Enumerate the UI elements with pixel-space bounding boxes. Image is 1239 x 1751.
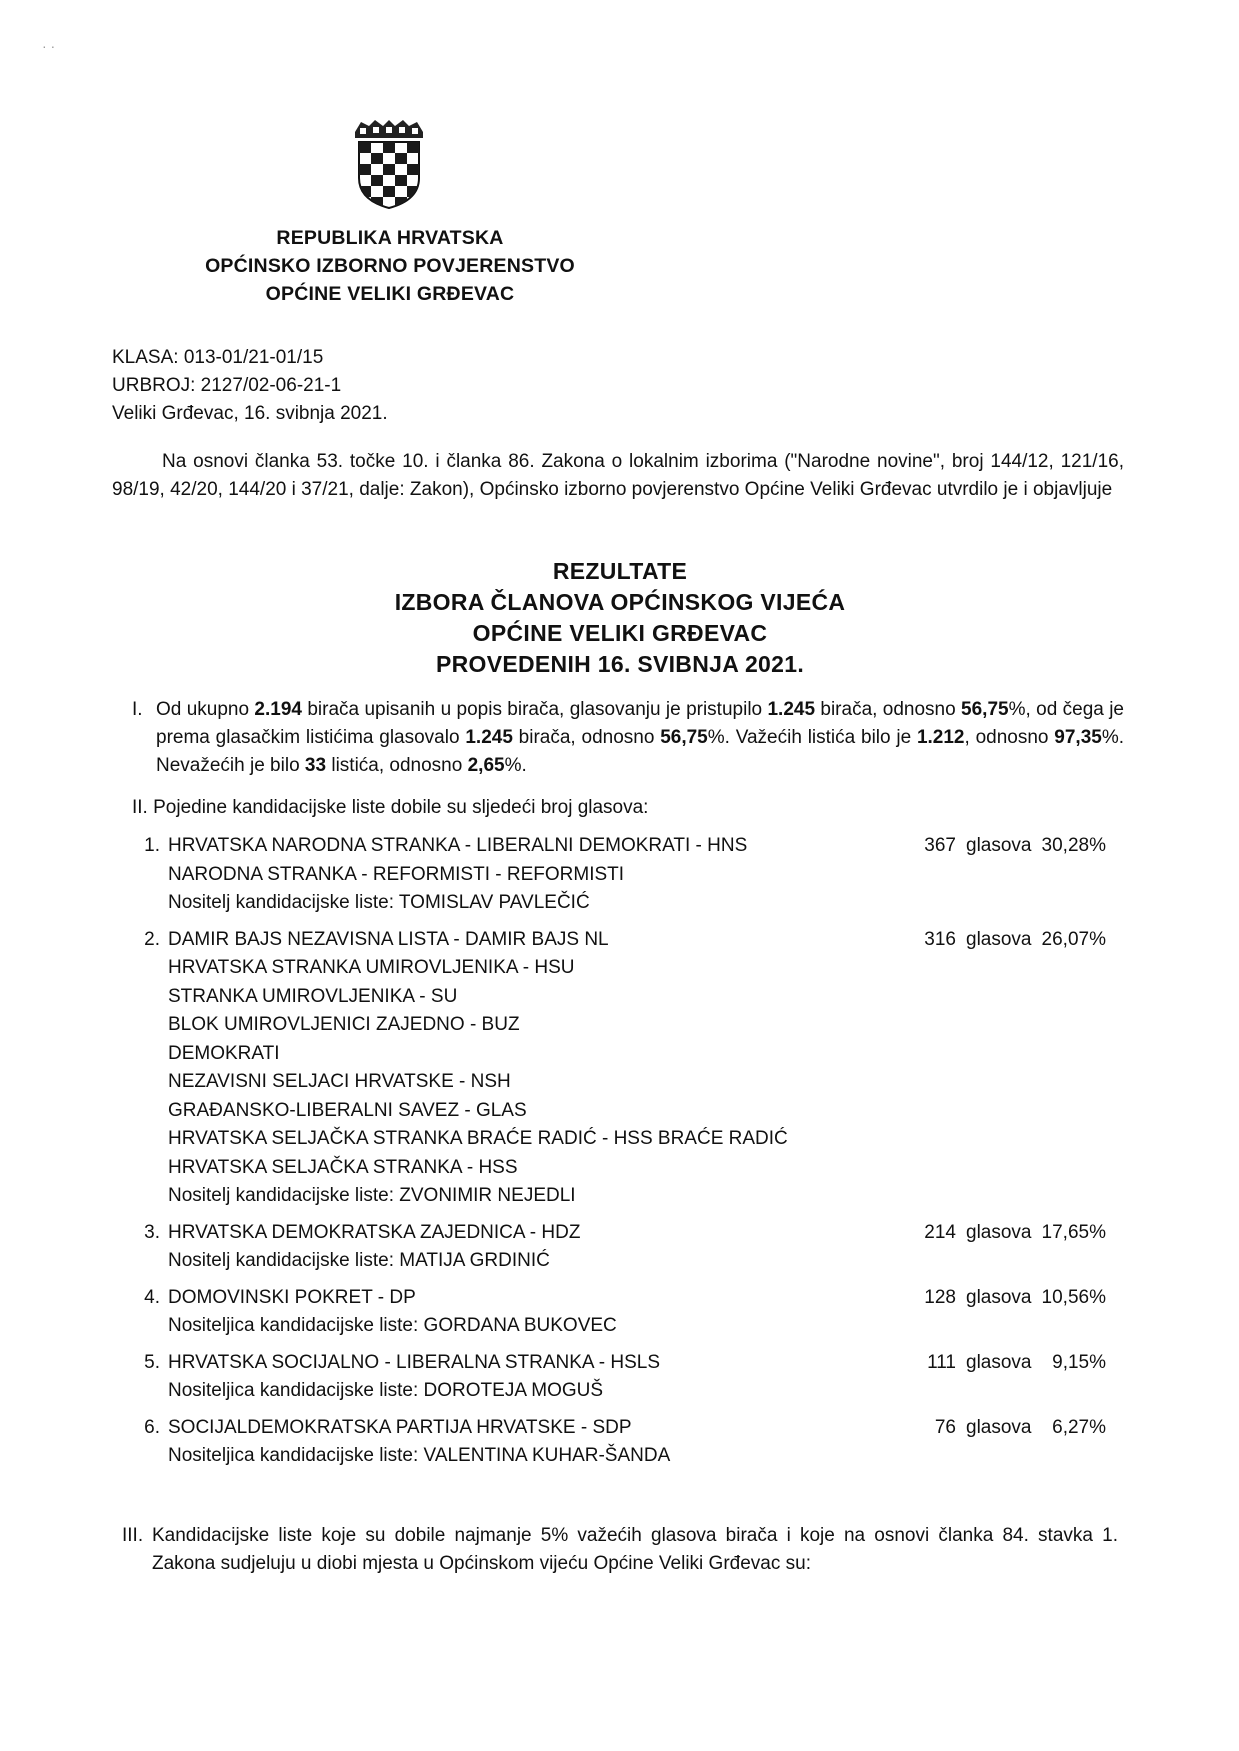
- section-seat-allocation: [122, 1522, 1118, 1578]
- candidate-list-entry: [138, 926, 1118, 1211]
- vote-percent: 9,15%: [1052, 1351, 1106, 1373]
- votes-label: glasova: [966, 1221, 1032, 1243]
- party-name: DEMOKRATI: [168, 1042, 280, 1064]
- candidate-list-entry: [138, 1219, 1118, 1276]
- party-name: NEZAVISNI SELJACI HRVATSKE - NSH: [168, 1071, 511, 1092]
- list-number: 3.: [144, 1221, 160, 1243]
- vote-percent: 26,07%: [1041, 928, 1106, 950]
- party-name: GRAĐANSKO-LIBERALNI SAVEZ - GLAS: [168, 1099, 527, 1121]
- vote-percent: 10,56%: [1041, 1286, 1106, 1308]
- list-holder: Nositeljica kandidacijske liste: DOROTEJA MOGUŠ: [168, 1380, 604, 1401]
- list-result: [912, 926, 1106, 955]
- party-name: DAMIR BAJS NEZAVISNA LISTA - DAMIR BAJS NL: [168, 928, 609, 950]
- list-result: [912, 832, 1106, 861]
- list-result: [912, 1414, 1106, 1443]
- list-parties: [168, 1219, 848, 1276]
- list-holder: Nositeljica kandidacijske liste: VALENTINA KUHAR-ŠANDA: [168, 1445, 671, 1466]
- votes-label: glasova: [966, 1351, 1032, 1373]
- candidate-list-entry: [138, 1284, 1118, 1341]
- list-result: [912, 1219, 1106, 1248]
- section-number: I.: [132, 699, 143, 720]
- vote-percent: 17,65%: [1041, 1221, 1106, 1243]
- issuer-body: OPĆINSKO IZBORNO POVJERENSTVO: [205, 255, 575, 277]
- party-name: HRVATSKA NARODNA STRANKA - LIBERALNI DEMOKRATI - HNS: [168, 835, 748, 856]
- section-turnout: [132, 696, 1124, 780]
- section-votes-heading: II. Pojedine kandidacijske liste dobile su sljedeći broj glasova:: [132, 797, 649, 818]
- party-name: HRVATSKA SELJAČKA STRANKA - HSS: [168, 1156, 518, 1178]
- seat-allocation-text: Kandidacijske liste koje su dobile najmanje 5% važećih glasova birača i koje na osnovi članka 84. stavka 1. Zakona sudjeluju u diobi mjesta u Općinskom vijeću Općine Veliki Grđevac su:: [152, 1525, 1118, 1574]
- list-holder: Nositelj kandidacijske liste: TOMISLAV PAVLEČIĆ: [168, 892, 590, 913]
- vote-count: 316: [924, 928, 956, 950]
- issuer-country: REPUBLIKA HRVATSKA: [276, 227, 504, 249]
- party-name: HRVATSKA STRANKA UMIROVLJENIKA - HSU: [168, 957, 575, 978]
- vote-percent: 6,27%: [1052, 1416, 1106, 1438]
- list-holder: Nositelj kandidacijske liste: ZVONIMIR NEJEDLI: [168, 1185, 576, 1206]
- party-name: SOCIJALDEMOKRATSKA PARTIJA HRVATSKE - SDP: [168, 1416, 632, 1438]
- vote-count: 111: [927, 1351, 956, 1373]
- coat-of-arms-icon: [351, 118, 427, 210]
- title-line-1: REZULTATE: [552, 558, 688, 584]
- vote-percent: 30,28%: [1041, 835, 1106, 856]
- title-line-3: OPĆINE VELIKI GRĐEVAC: [472, 620, 768, 646]
- party-name: STRANKA UMIROVLJENIKA - SU: [168, 985, 458, 1007]
- votes-label: glasova: [966, 1416, 1032, 1438]
- list-parties: [168, 832, 848, 918]
- votes-label: glasova: [966, 1286, 1032, 1308]
- intro-text: Na osnovi članka 53. točke 10. i članka 86. Zakona o lokalnim izborima ("Narodne novine", broj 144/12, 121/16, 98/19, 42/20, 144/20 i 37/21, dalje: Zakon), Općinsko izborno povjerenstvo Općine Veliki Grđevac utvrdilo je i objavljuje: [112, 451, 1124, 500]
- party-name: HRVATSKA SELJAČKA STRANKA BRAĆE RADIĆ - HSS BRAĆE RADIĆ: [168, 1128, 788, 1149]
- list-number: 4.: [144, 1286, 160, 1308]
- vote-count: 367: [924, 835, 956, 856]
- intro-paragraph: [112, 448, 1124, 504]
- vote-count: 76: [934, 1416, 956, 1438]
- candidate-list-entry: [138, 1349, 1118, 1406]
- klasa: KLASA: 013-01/21-01/15: [112, 347, 324, 368]
- party-name: DOMOVINSKI POKRET - DP: [168, 1286, 416, 1308]
- list-holder: Nositelj kandidacijske liste: MATIJA GRDINIĆ: [168, 1250, 550, 1271]
- party-name: NARODNA STRANKA - REFORMISTI - REFORMISTI: [168, 863, 625, 885]
- place-date: Veliki Grđevac, 16. svibnja 2021.: [112, 403, 388, 424]
- issuer-municipality: OPĆINE VELIKI GRĐEVAC: [265, 283, 515, 305]
- list-parties: [168, 1284, 848, 1341]
- list-number: 1.: [144, 835, 160, 856]
- urbroj: URBROJ: 2127/02-06-21-1: [112, 375, 342, 396]
- list-parties: [168, 1349, 848, 1406]
- votes-label: glasova: [966, 928, 1032, 950]
- document-title: [300, 556, 940, 680]
- list-parties: [168, 926, 848, 1211]
- party-name: BLOK UMIROVLJENICI ZAJEDNO - BUZ: [168, 1014, 520, 1035]
- candidate-lists: [138, 832, 1118, 1479]
- issuer-header: [180, 224, 600, 308]
- candidate-list-entry: [138, 1414, 1118, 1471]
- list-parties: [168, 1414, 848, 1471]
- scan-mark: · ·: [42, 38, 56, 54]
- vote-count: 128: [924, 1286, 956, 1308]
- turnout-text: Od ukupno 2.194 birača upisanih u popis birača, glasovanju je pristupilo 1.245 birača, odnosno 56,75%, od čega je prema glasačkim listićima glasovalo 1.245 birača, odnosno 56,75%. Važećih listića bilo je 1.212, odnosno 97,35%. Nevažećih je bilo 33 listića, odnosno 2,65%.: [156, 699, 1125, 776]
- section-number: III.: [122, 1525, 144, 1546]
- list-result: [912, 1284, 1106, 1313]
- candidate-list-entry: [138, 832, 1118, 918]
- list-number: 2.: [144, 928, 160, 950]
- list-holder: Nositeljica kandidacijske liste: GORDANA BUKOVEC: [168, 1315, 617, 1336]
- party-name: HRVATSKA DEMOKRATSKA ZAJEDNICA - HDZ: [168, 1221, 581, 1243]
- votes-label: glasova: [966, 835, 1032, 856]
- vote-count: 214: [924, 1221, 956, 1243]
- list-result: [912, 1349, 1106, 1378]
- document-meta: [112, 344, 388, 428]
- title-line-2: IZBORA ČLANOVA OPĆINSKOG VIJEĆA: [394, 589, 846, 615]
- list-number: 6.: [144, 1416, 160, 1438]
- list-number: 5.: [144, 1351, 160, 1373]
- party-name: HRVATSKA SOCIJALNO - LIBERALNA STRANKA - HSLS: [168, 1351, 661, 1373]
- title-line-4: PROVEDENIH 16. SVIBNJA 2021.: [435, 651, 805, 677]
